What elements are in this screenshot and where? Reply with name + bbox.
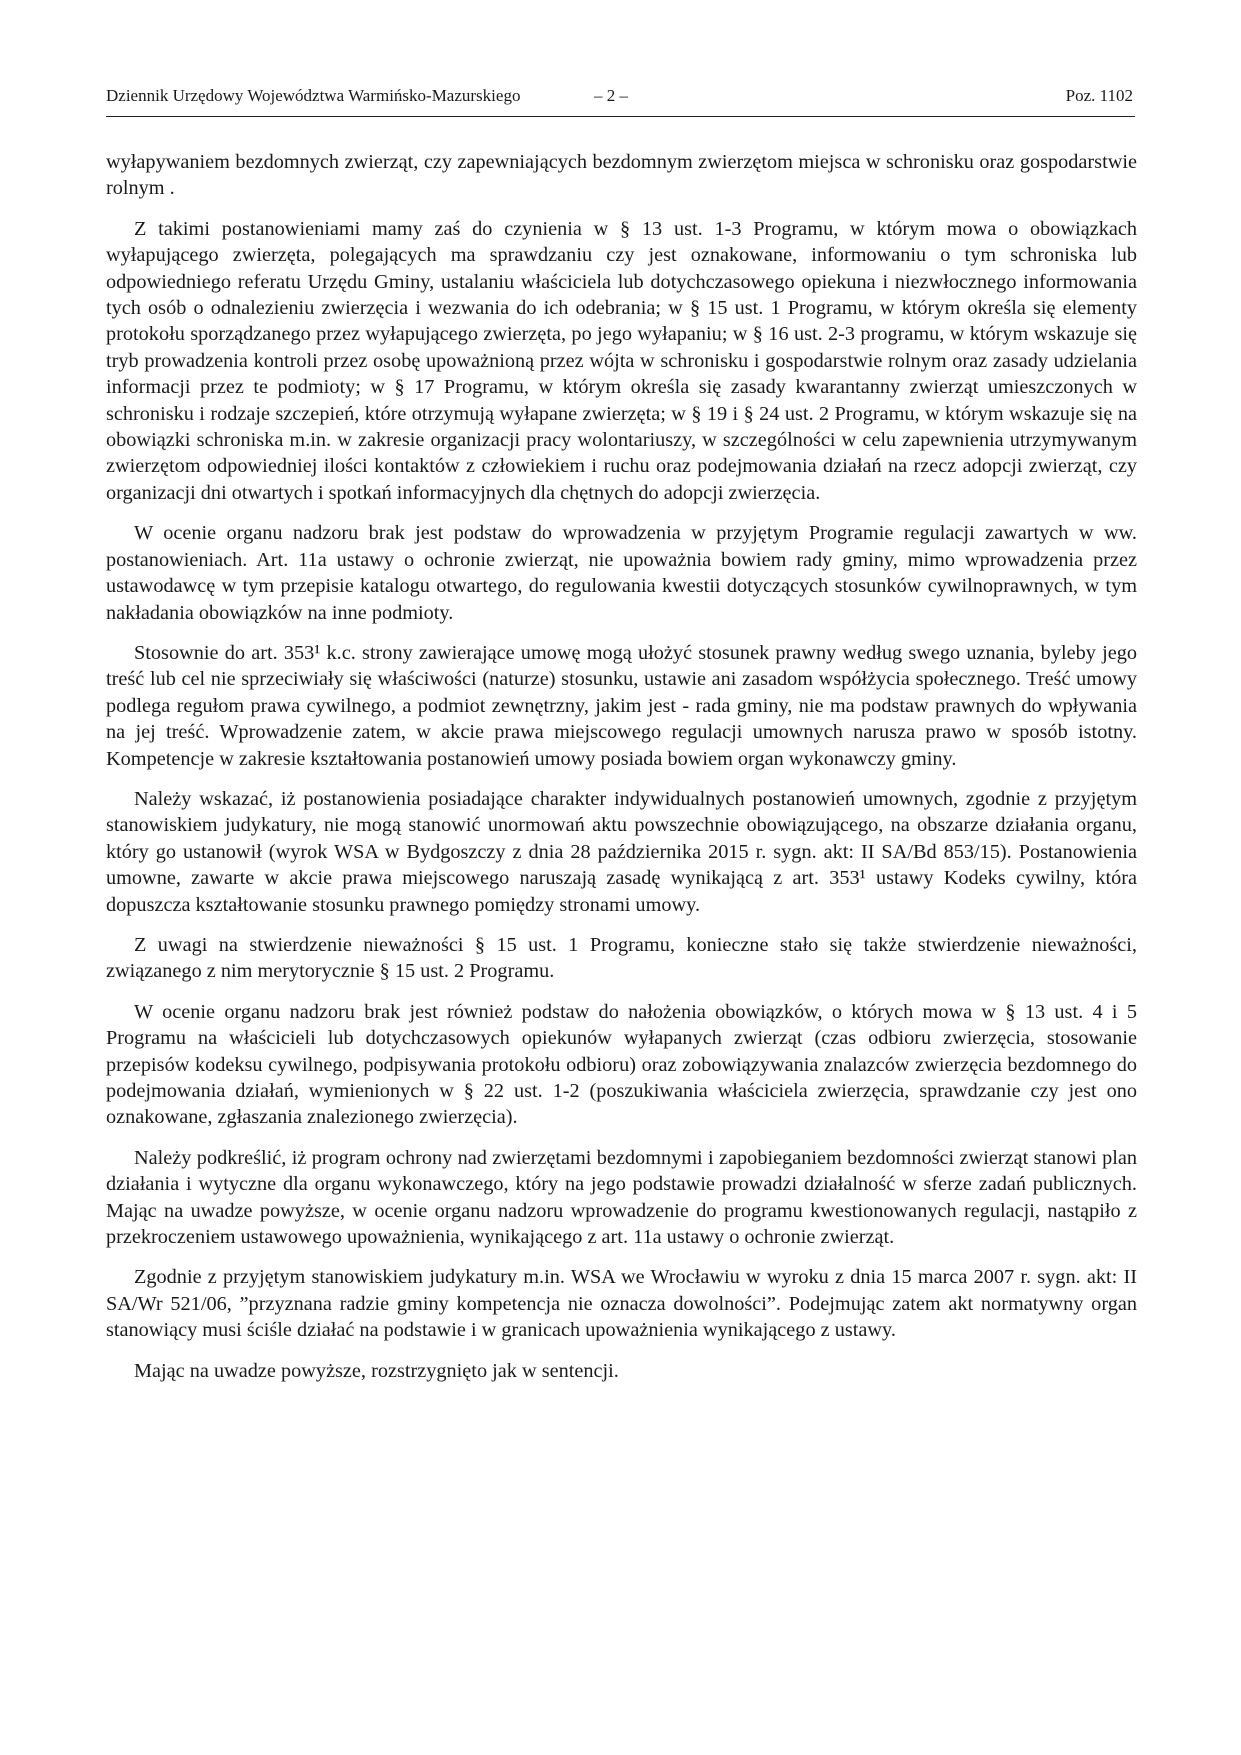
- paragraph-4: Stosownie do art. 353¹ k.c. strony zawierające umowę mogą ułożyć stosunek prawny według swego uznania, byleby jego treść lub cel nie sprzeciwiały się właściwości (naturze) stosunku, ustawie ani zasadom współżycia społecznego. Treść umowy podlega regułom prawa cywilnego, a podmiot zewnętrzny, jakim jest - rada gminy, nie ma podstaw prawnych do wpływania na jej treść. Wprowadzenie zatem, w akcie prawa miejscowego regulacji umownych narusza prawo w sposób istotny. Kompetencje w zakresie kształtowania postanowień umowy posiada bowiem organ wykonawczy gminy.: [106, 641, 1137, 770]
- journal-title: Dziennik Urzędowy Województwa Warmińsko-Mazurskiego: [106, 86, 521, 105]
- page-header: [106, 86, 1135, 117]
- paragraph-8: Należy podkreślić, iż program ochrony nad zwierzętami bezdomnymi i zapobieganiem bezdomności zwierząt stanowi plan działania i wytyczne dla organu wykonawczego, który na jego podstawie prowadzi działalność w sferze zadań publicznych. Mając na uwadze powyższe, w ocenie organu nadzoru wprowadzenie do programu kwestionowanych regulacji, nastąpiło z przekroczeniem ustawowego upoważnienia, wynikającego z art. 11a ustawy o ochronie zwierząt.: [106, 1146, 1137, 1249]
- document-body: [106, 149, 1137, 1398]
- paragraph-6: Z uwagi na stwierdzenie nieważności § 15 ust. 1 Programu, konieczne stało się także stwierdzenie nieważności, związanego z nim merytorycznie § 15 ust. 2 Programu.: [106, 933, 1137, 983]
- paragraph-7: W ocenie organu nadzoru brak jest również podstaw do nałożenia obowiązków, o których mowa w § 13 ust. 4 i 5 Programu na właścicieli lub dotychczasowych opiekunów wyłapanych zwierząt (czas odbioru zwierzęcia, stosowanie przepisów kodeksu cywilnego, podpisywania protokołu odbioru) oraz zobowiązywania znalazców zwierzęcia bezdomnego do podejmowania działań, wymienionych w § 22 ust. 1-2 (poszukiwania właściciela zwierzęcia, sprawdzanie czy jest ono oznakowane, zgłaszania znalezionego zwierzęcia).: [106, 1000, 1137, 1129]
- paragraph-5: Należy wskazać, iż postanowienia posiadające charakter indywidualnych postanowień umownych, zgodnie z przyjętym stanowiskiem judykatury, nie mogą stanowić unormowań aktu powszechnie obowiązującego, na obszarze działania organu, który go ustanowił (wyrok WSA w Bydgoszczy z dnia 28 października 2015 r. sygn. akt: II SA/Bd 853/15). Postanowienia umowne, zawarte w akcie prawa miejscowego naruszają zasadę wynikającą z art. 353¹ ustawy Kodeks cywilny, która dopuszcza kształtowanie stosunku prawnego pomiędzy stronami umowy.: [106, 787, 1137, 916]
- position-number: Poz. 1102: [1065, 86, 1133, 105]
- page-number: – 2 –: [594, 86, 628, 105]
- paragraph-3: W ocenie organu nadzoru brak jest podstaw do wprowadzenia w przyjętym Programie regulacji zawartych w ww. postanowieniach. Art. 11a ustawy o ochronie zwierząt, nie upoważnia bowiem rady gminy, mimo wprowadzenia przez ustawodawcę w tym przepisie katalogu otwartego, do regulowania kwestii dotyczących stosunków cywilnoprawnych, w tym nakładania obowiązków na inne podmioty.: [106, 522, 1137, 624]
- paragraph-10: Mając na uwadze powyższe, rozstrzygnięto jak w sentencji.: [134, 1359, 619, 1382]
- paragraph-2: Z takimi postanowieniami mamy zaś do czynienia w § 13 ust. 1-3 Programu, w którym mowa o obowiązkach wyłapującego zwierzęta, polegających ma sprawdzaniu czy jest oznakowane, informowaniu o tym schroniska lub odpowiedniego referatu Urzędu Gminy, ustalaniu właściciela lub dotychczasowego opiekuna i niezwłocznego informowania tych osób o odnalezieniu zwierzęcia i wezwania do ich odebrania; w § 15 ust. 1 Programu, w którym określa się elementy protokołu sporządzanego przez wyłapującego zwierzęta, po jego wyłapaniu; w § 16 ust. 2-3 programu, w którym wskazuje się tryb prowadzenia kontroli przez osobę upoważnioną przez wójta w schronisku i gospodarstwie rolnym oraz zasady udzielania informacji przez te podmioty; w § 17 Programu, w którym określa się zasady kwarantanny zwierząt umieszczonych w schronisku i rodzaje szczepień, które otrzymują wyłapane zwierzęta; w § 19 i § 24 ust. 2 Programu, w którym wskazuje się na obowiązki schroniska m.in. w zakresie organizacji pracy wolontariuszy, w szczególności w celu zapewnienia utrzymywanym zwierzętom odpowiedniej ilości kontaktów z człowiekiem i ruchu oraz podejmowania działań na rzecz adopcji zwierząt, czy organizacji dni otwartych i spotkań informacyjnych dla chętnych do adopcji zwierzęcia.: [106, 217, 1137, 504]
- paragraph-1: wyłapywaniem bezdomnych zwierząt, czy zapewniających bezdomnym zwierzętom miejsca w schronisku oraz gospodarstwie rolnym .: [106, 151, 1137, 200]
- paragraph-9: Zgodnie z przyjętym stanowiskiem judykatury m.in. WSA we Wrocławiu w wyroku z dnia 15 marca 2007 r. sygn. akt: II SA/Wr 521/06, ”przyznana radzie gminy kompetencja nie oznacza dowolności”. Podejmując zatem akt normatywny organ stanowiący musi ściśle działać na podstawie i w granicach upoważnienia wynikającego z ustawy.: [106, 1266, 1137, 1342]
